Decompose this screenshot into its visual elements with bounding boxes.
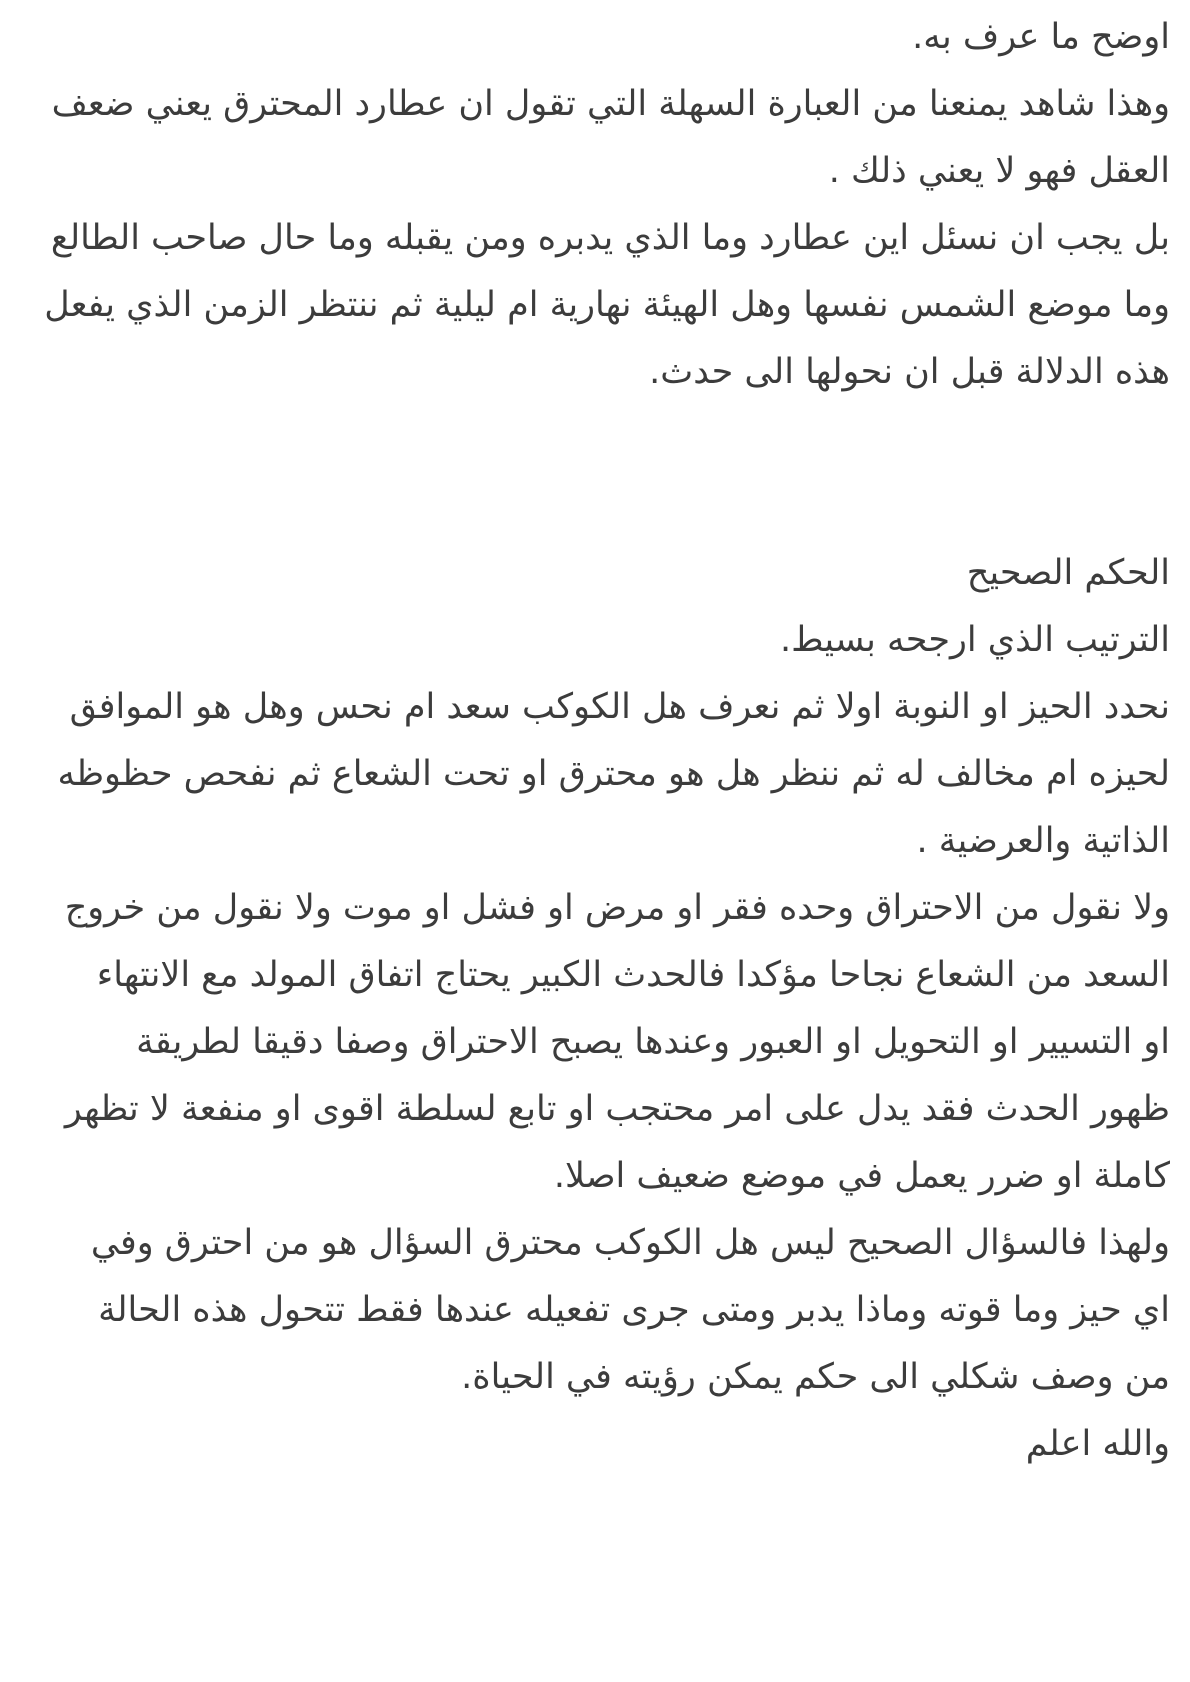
paragraph-combustion-caution: [20, 875, 1170, 1210]
text-line: او التسيير او التحويل او العبور وعندها يصبح الاحتراق وصفا دقيقا لطريقة: [136, 1022, 1170, 1062]
text-line: اي حيز وما قوته وماذا يدبر ومتى جرى تفعيله عندها فقط تتحول هذه الحالة: [98, 1290, 1170, 1330]
text-line: ولا نقول من الاحتراق وحده فقر او مرض او فشل او موت ولا نقول من خروج: [64, 888, 1170, 928]
text-line: ولهذا فالسؤال الصحيح ليس هل الكوكب محترق السؤال هو من احترق وفي: [90, 1223, 1170, 1263]
text-line: وما موضع الشمس نفسها وهل الهيئة نهارية ام ليلية ثم ننتظر الزمن الذي يفعل: [44, 285, 1170, 325]
text-line: الذاتية والعرضية .: [916, 821, 1170, 861]
paragraph-questions: [20, 205, 1170, 406]
text-line: اوضح ما عرف به.: [912, 17, 1170, 57]
text-line: بل يجب ان نسئل اين عطارد وما الذي يدبره ومن يقبله وما حال صاحب الطالع: [50, 218, 1170, 258]
text-line: ظهور الحدث فقد يدل على امر محتجب او تابع لسلطة اقوى او منفعة لا تظهر: [64, 1089, 1170, 1129]
text-line: وهذا شاهد يمنعنا من العبارة السهلة التي تقول ان عطارد المحترق يعني ضعف: [51, 84, 1170, 124]
blank-spacer: [20, 406, 1170, 540]
paragraph-mercury-example: [20, 71, 1170, 205]
text-line: الترتيب الذي ارجحه بسيط.: [780, 620, 1170, 660]
text-line: من وصف شكلي الى حكم يمكن رؤيته في الحياة.: [461, 1357, 1170, 1397]
document-body: [20, 4, 1170, 1478]
paragraph-preferred-order: [20, 607, 1170, 674]
paragraph-closing: [20, 1411, 1170, 1478]
text-line: العقل فهو لا يعني ذلك .: [828, 151, 1170, 191]
text-line: كاملة او ضرر يعمل في موضع ضعيف اصلا.: [553, 1156, 1170, 1196]
text-line: السعد من الشعاع نجاحا مؤكدا فالحدث الكبير يحتاج اتفاق المولد مع الانتهاء: [96, 955, 1170, 995]
paragraph-method-steps: [20, 674, 1170, 875]
text-line: هذه الدلالة قبل ان نحولها الى حدث.: [649, 352, 1170, 392]
paragraph-intro-ending: [20, 4, 1170, 71]
closing-line: والله اعلم: [1025, 1424, 1170, 1464]
text-line: لحيزه ام مخالف له ثم ننظر هل هو محترق او تحت الشعاع ثم نفحص حظوظه: [57, 754, 1170, 794]
paragraph-correct-question: [20, 1210, 1170, 1411]
section-title: الحكم الصحيح: [966, 553, 1170, 593]
text-line: نحدد الحيز او النوبة اولا ثم نعرف هل الكوكب سعد ام نحس وهل هو الموافق: [69, 687, 1170, 727]
section-heading: [20, 540, 1170, 607]
